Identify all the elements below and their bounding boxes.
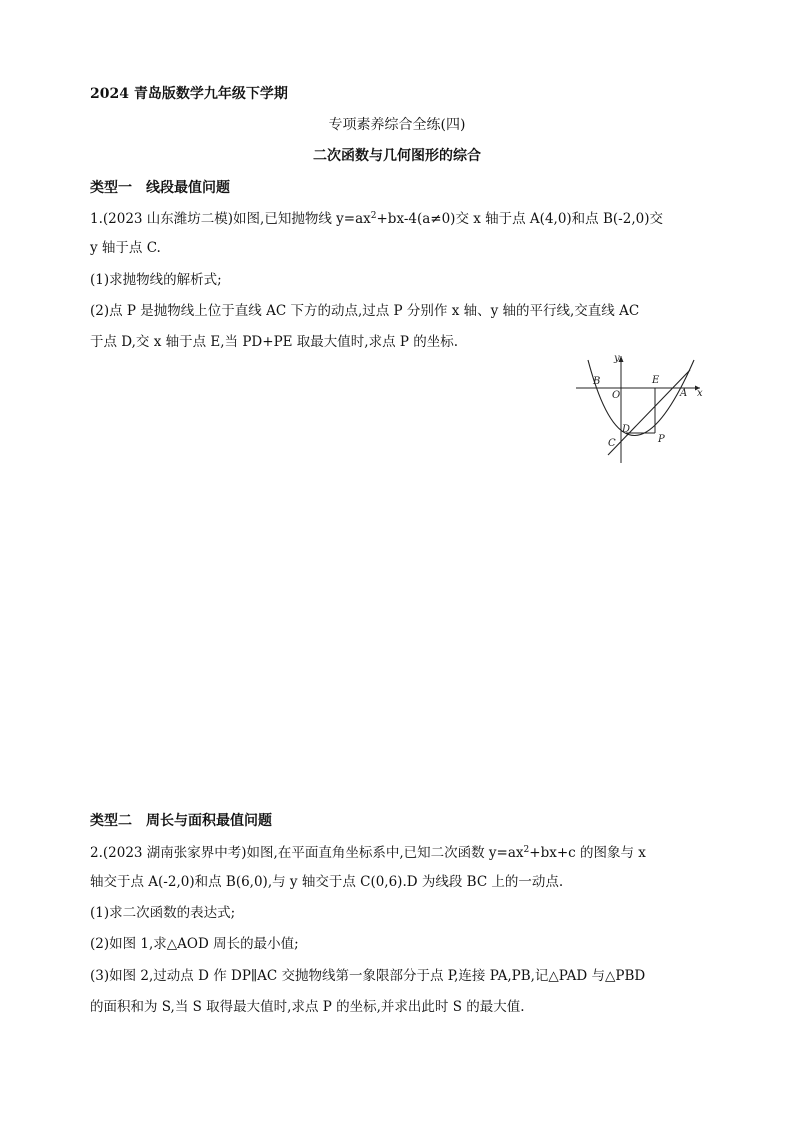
question-1-part-1: (1)求抛物线的解析式; [90,272,222,288]
question-2-line-2: 轴交于点 A(-2,0)和点 B(6,0),与 y 轴交于点 C(0,6).D 为线段 BC 上的一动点. [90,874,564,890]
question-1-part-2: (2)点 P 是抛物线上位于直线 AC 下方的动点,过点 P 分别作 x 轴、y 轴的平行线,交直线 AC [90,303,640,319]
question-1-part-2-cont: 于点 D,交 x 轴于点 E,当 PD+PE 取最大值时,求点 P 的坐标. [90,334,459,350]
label-p: P [658,434,665,445]
q2-text-b: +bx+c 的图象与 x [529,845,646,861]
figure-parabola [570,350,710,465]
q2-text-a: 2.(2023 湖南张家界中考)如图,在平面直角坐标系中,已知二次函数 y=ax [90,845,524,861]
q1-text-a: 1.(2023 山东潍坊二模)如图,已知抛物线 y=ax [90,211,371,227]
question-2-line-1 [90,840,646,863]
section-title-type1: 类型一 线段最值问题 [90,180,230,196]
label-e: E [652,375,660,386]
page-title: 二次函数与几何图形的综合 [313,148,481,164]
question-1-line-1 [90,206,663,229]
section-title-type2: 类型二 周长与面积最值问题 [90,813,272,829]
label-d: D [622,424,631,435]
line-ac [608,370,690,455]
q1-exponent: 2 [370,211,377,221]
label-b: B [593,376,601,387]
label-c: C [608,438,616,449]
parabola-curve [588,360,694,436]
question-2-part-3: (3)如图 2,过动点 D 作 DP∥AC 交抛物线第一象限部分于点 P,连接 PA,PB,记△PAD 与△PBD [90,968,646,984]
label-x: x [697,388,703,399]
q1-text-b: +bx-4(a≠0)交 x 轴于点 A(4,0)和点 B(-2,0)交 [376,211,663,227]
label-y: y [614,353,620,364]
label-a: A [680,388,688,399]
question-2-part-2: (2)如图 1,求△AOD 周长的最小值; [90,936,299,952]
question-2-part-1: (1)求二次函数的表达式; [90,905,236,921]
question-1-line-2: y 轴于点 C. [90,240,161,256]
question-2-part-3-cont: 的面积和为 S,当 S 取得最大值时,求点 P 的坐标,并求出此时 S 的最大值. [90,999,525,1015]
subtitle: 专项素养综合全练(四) [328,117,466,133]
book-title: 2024 青岛版数学九年级下学期 [90,86,288,102]
q2-exponent: 2 [523,845,530,855]
label-o: O [612,390,621,401]
